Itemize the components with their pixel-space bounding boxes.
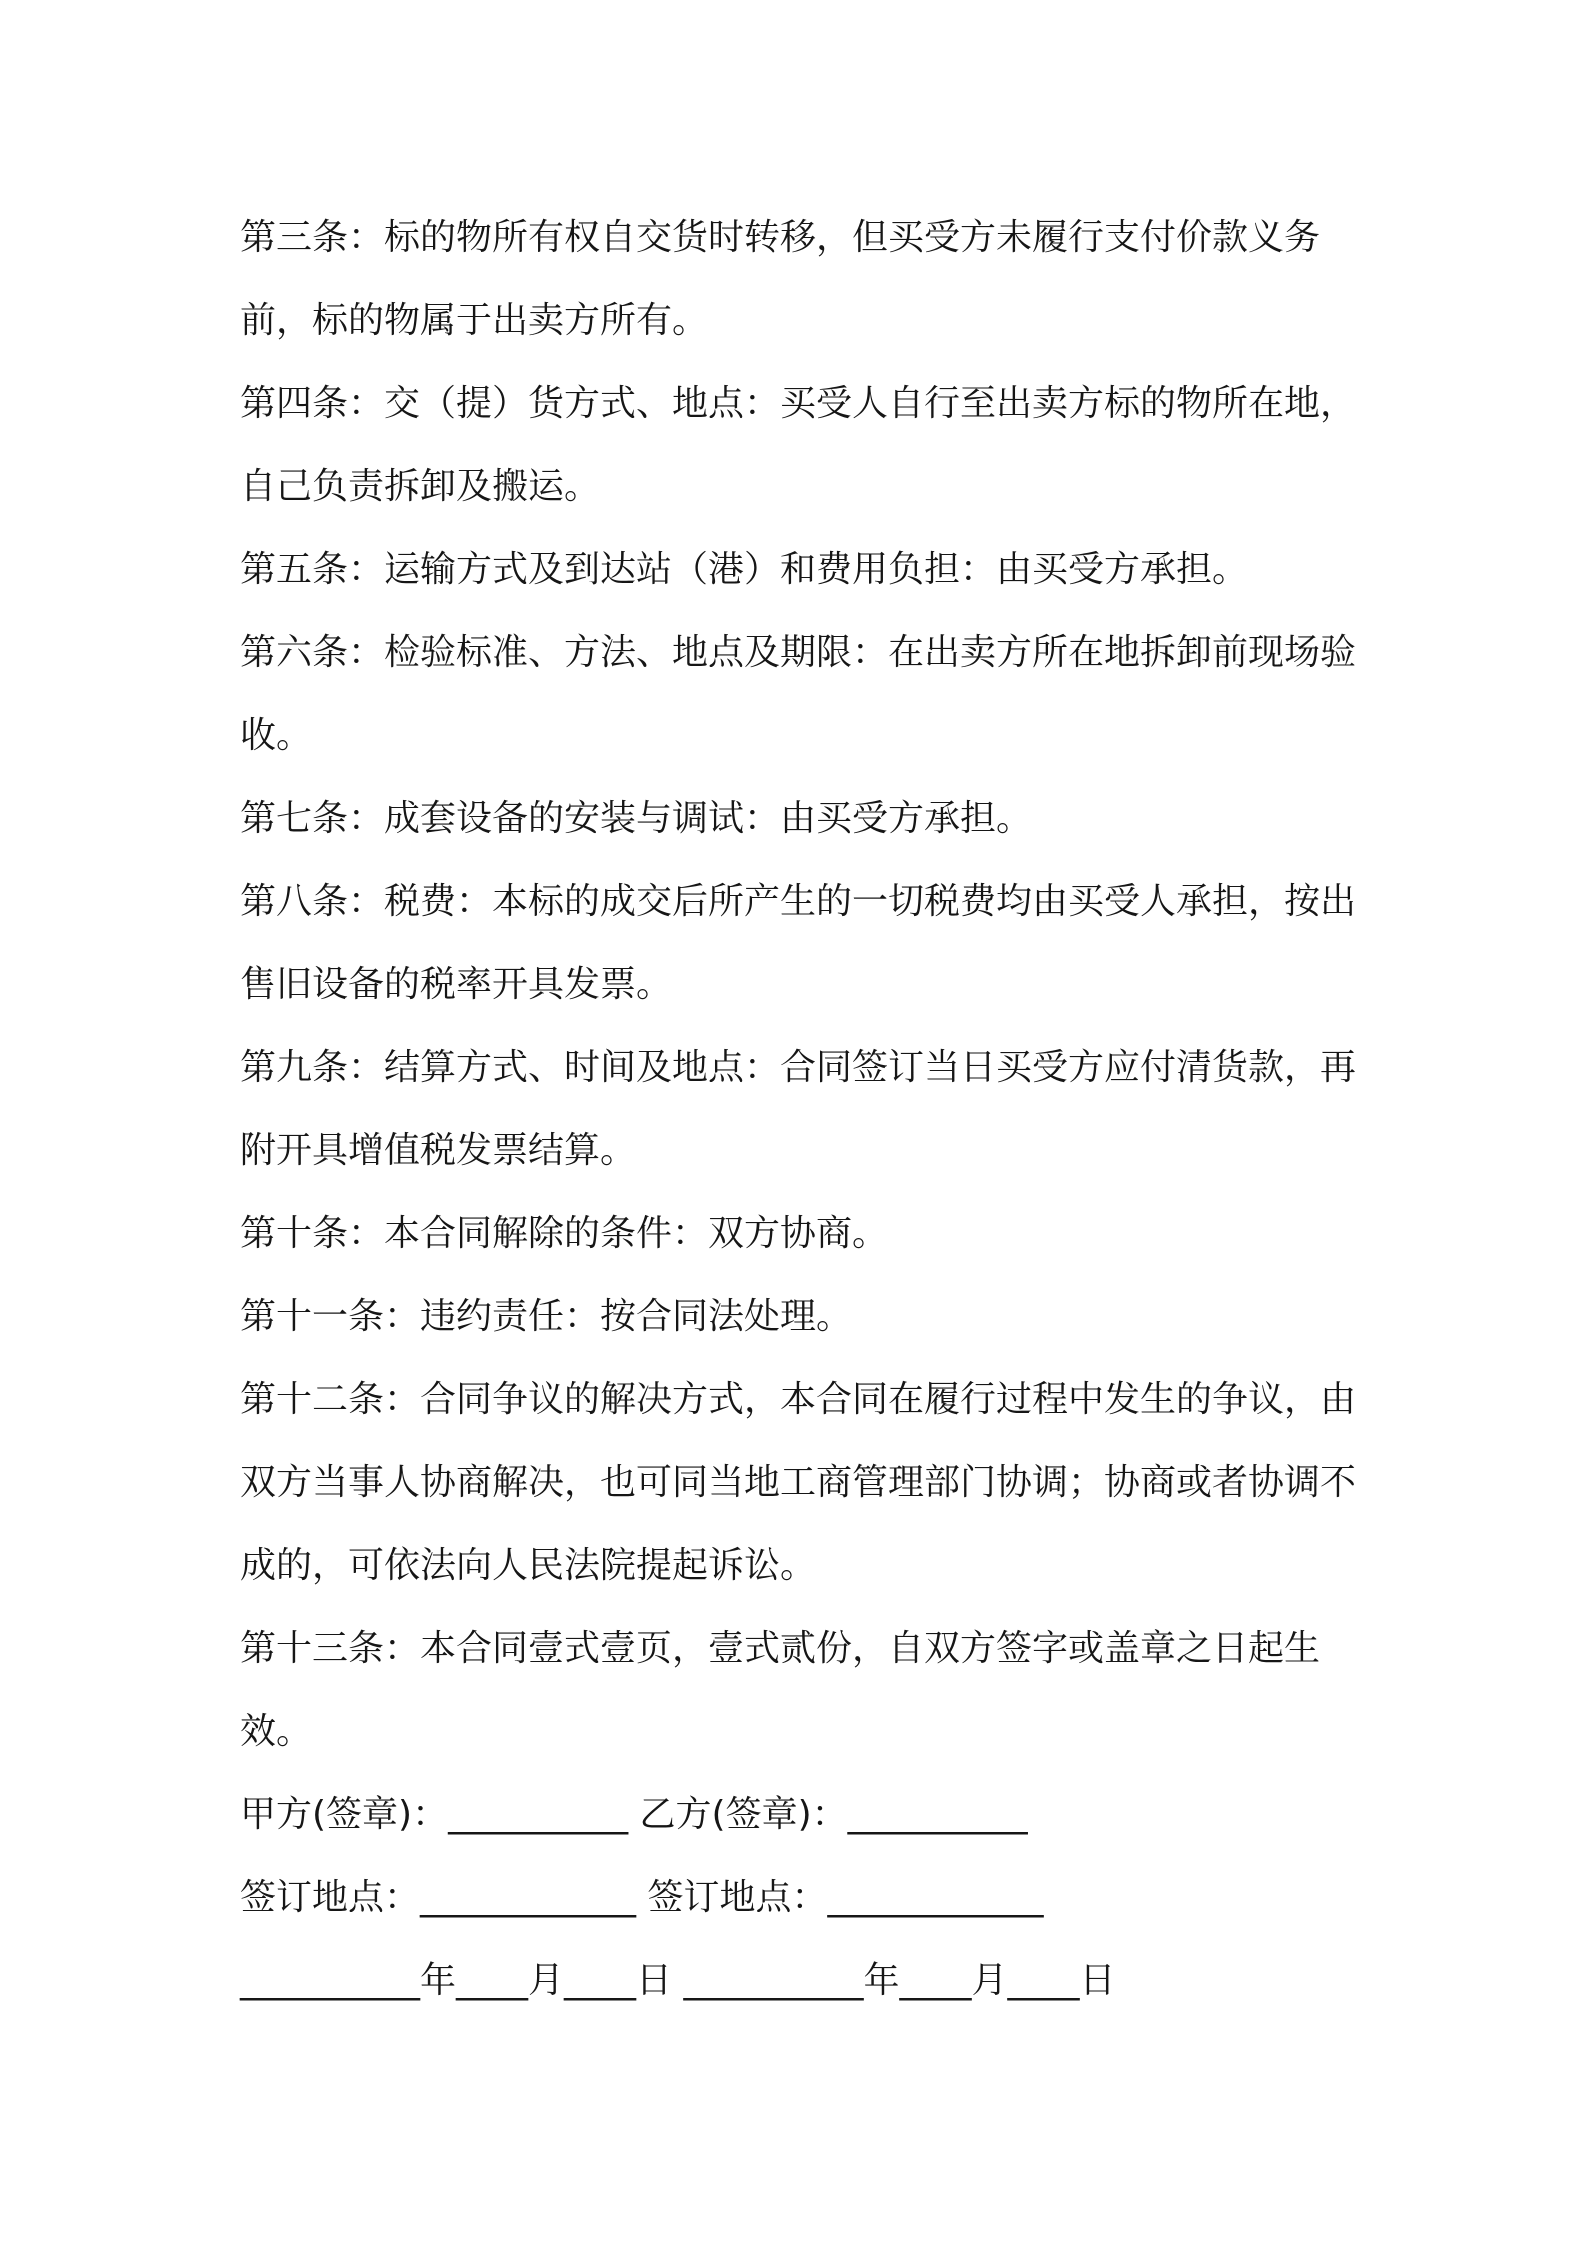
clause-4: 第四条：交（提）货方式、地点：买受人自行至出卖方标的物所在地，自己负责拆卸及搬运。 xyxy=(240,383,1357,507)
clause-5: 第五条：运输方式及到达站（港）和费用负担：由买受方承担。 xyxy=(240,549,1249,590)
clause-9: 第九条：结算方式、时间及地点：合同签订当日买受方应付清货款，再附开具增值税发票结算。 xyxy=(240,1047,1357,1171)
clause-6: 第六条：检验标准、方法、地点及期限：在出卖方所在地拆卸前现场验收。 xyxy=(240,632,1357,756)
signature-place-line: 签订地点：____________ 签订地点：____________ xyxy=(240,1877,1044,1918)
clause-12: 第十二条：合同争议的解决方式，本合同在履行过程中发生的争议，由双方当事人协商解决，也可同当地工商管理部门协调；协商或者协调不成的，可依法向人民法院提起诉讼。 xyxy=(240,1379,1357,1586)
clause-10: 第十条：本合同解除的条件：双方协商。 xyxy=(240,1213,889,1254)
signature-date-line: __________年____月____日 __________年____月____日 xyxy=(240,1960,1116,2001)
contract-body xyxy=(240,196,1360,2022)
clause-8: 第八条：税费：本标的成交后所产生的一切税费均由买受人承担，按出售旧设备的税率开具发票。 xyxy=(240,881,1357,1005)
clause-3: 第三条：标的物所有权自交货时转移，但买受方未履行支付价款义务前，标的物属于出卖方所有。 xyxy=(240,217,1321,341)
clause-13: 第十三条：本合同壹式壹页，壹式贰份，自双方签字或盖章之日起生效。 xyxy=(240,1628,1321,1752)
clause-11: 第十一条：违约责任：按合同法处理。 xyxy=(240,1296,853,1337)
signature-party-line: 甲方(签章)：__________ 乙方(签章)：__________ xyxy=(240,1794,1028,1835)
clause-7: 第七条：成套设备的安装与调试：由买受方承担。 xyxy=(240,798,1033,839)
